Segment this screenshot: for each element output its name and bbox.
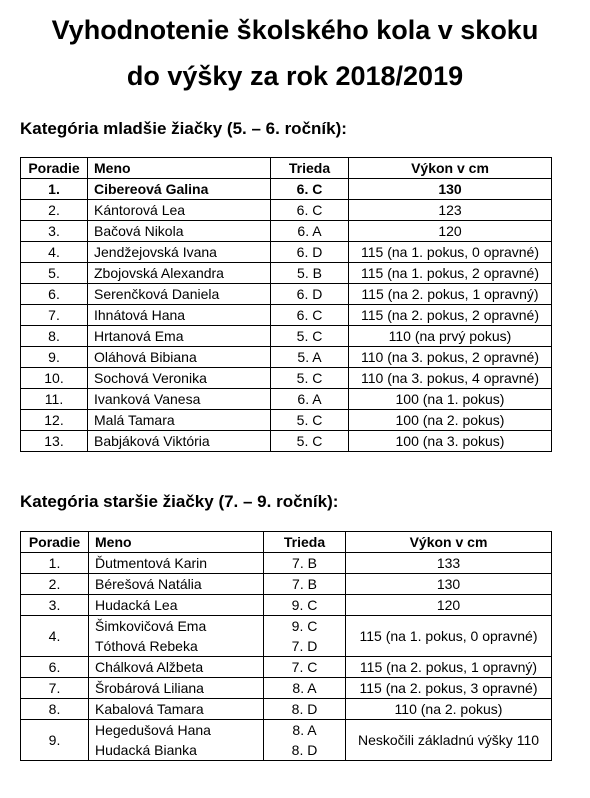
athlete-class: 9. C xyxy=(291,618,318,634)
class-cell: 5. C xyxy=(271,431,349,452)
table-row xyxy=(21,595,552,616)
column-header-class: Trieda xyxy=(264,532,346,553)
athlete-name: Bérešová Natália xyxy=(95,576,202,592)
table-row xyxy=(21,699,552,720)
athlete-name: Hegedušová Hana xyxy=(95,722,211,738)
athlete-name: Ďutmentová Karin xyxy=(95,555,208,571)
table-row xyxy=(21,347,552,368)
class-cell xyxy=(264,720,346,761)
name-cell: Serenčková Daniela xyxy=(88,284,271,305)
athlete-class: 8. D xyxy=(291,701,318,717)
table-row xyxy=(21,242,552,263)
result-cell: 130 xyxy=(346,574,552,595)
rank-cell: 9. xyxy=(21,720,89,761)
result-cell: 123 xyxy=(349,200,552,221)
result-cell: 120 xyxy=(346,595,552,616)
table-row xyxy=(21,616,552,657)
table-row xyxy=(21,263,552,284)
name-cell xyxy=(89,595,264,616)
athlete-name: Chálková Alžbeta xyxy=(95,659,204,675)
rank-cell: 3. xyxy=(21,595,89,616)
result-cell: 115 (na 2. pokus, 1 opravný) xyxy=(346,657,552,678)
class-cell: 6. D xyxy=(271,284,349,305)
rank-cell: 10. xyxy=(21,368,88,389)
result-cell: 115 (na 1. pokus, 0 opravné) xyxy=(346,616,552,657)
athlete-class: 7. B xyxy=(292,576,317,592)
column-header-rank: Poradie xyxy=(21,532,89,553)
athlete-class: 8. D xyxy=(291,742,318,758)
class-cell: 6. C xyxy=(271,200,349,221)
junior-table-body xyxy=(21,179,552,452)
result-cell: 115 (na 1. pokus, 2 opravné) xyxy=(349,263,552,284)
table-row xyxy=(21,678,552,699)
rank-cell: 4. xyxy=(21,242,88,263)
result-cell: 115 (na 2. pokus, 3 opravné) xyxy=(346,678,552,699)
class-cell xyxy=(264,553,346,574)
class-cell: 5. C xyxy=(271,410,349,431)
table-row xyxy=(21,410,552,431)
rank-cell: 12. xyxy=(21,410,88,431)
class-cell xyxy=(264,678,346,699)
class-cell: 5. A xyxy=(271,347,349,368)
name-cell: Bačová Nikola xyxy=(88,221,271,242)
athlete-class: 7. B xyxy=(292,555,317,571)
name-cell: Zbojovská Alexandra xyxy=(88,263,271,284)
rank-cell: 1. xyxy=(21,179,88,200)
junior-results-table xyxy=(20,157,552,452)
class-cell: 6. A xyxy=(271,389,349,410)
rank-cell: 2. xyxy=(21,574,89,595)
result-cell: Neskočili základnú výšky 110 xyxy=(346,720,552,761)
rank-cell: 13. xyxy=(21,431,88,452)
rank-cell: 11. xyxy=(21,389,88,410)
name-cell: Babjáková Viktória xyxy=(88,431,271,452)
table-row xyxy=(21,200,552,221)
table-row xyxy=(21,553,552,574)
athlete-name: Tóthová Rebeka xyxy=(95,638,198,654)
table-row xyxy=(21,389,552,410)
result-cell: 100 (na 3. pokus) xyxy=(349,431,552,452)
result-cell: 115 (na 2. pokus, 2 opravné) xyxy=(349,305,552,326)
page-subtitle: do výšky za rok 2018/2019 xyxy=(126,61,464,91)
class-cell: 6. C xyxy=(271,179,349,200)
athlete-class: 8. A xyxy=(292,680,317,696)
athlete-name: Hudacká Lea xyxy=(95,597,178,613)
table-header-row xyxy=(21,532,552,553)
rank-cell: 8. xyxy=(21,699,89,720)
table-row xyxy=(21,284,552,305)
result-cell: 110 (na 2. pokus) xyxy=(346,699,552,720)
athlete-name: Šrobárová Liliana xyxy=(95,680,204,696)
name-cell xyxy=(89,616,264,657)
table-row xyxy=(21,221,552,242)
column-header-rank: Poradie xyxy=(21,158,88,179)
class-cell: 6. D xyxy=(271,242,349,263)
result-cell: 110 (na 3. pokus, 4 opravné) xyxy=(349,368,552,389)
rank-cell: 1. xyxy=(21,553,89,574)
class-cell xyxy=(264,595,346,616)
name-cell xyxy=(89,699,264,720)
rank-cell: 5. xyxy=(21,263,88,284)
result-cell: 130 xyxy=(349,179,552,200)
rank-cell: 3. xyxy=(21,221,88,242)
name-cell: Oláhová Bibiana xyxy=(88,347,271,368)
name-cell xyxy=(89,657,264,678)
name-cell xyxy=(89,574,264,595)
rank-cell: 9. xyxy=(21,347,88,368)
column-header-class: Trieda xyxy=(271,158,349,179)
athlete-name: Hudacká Bianka xyxy=(95,742,197,758)
name-cell xyxy=(89,678,264,699)
name-cell: Jendžejovská Ivana xyxy=(88,242,271,263)
name-cell: Ivanková Vanesa xyxy=(88,389,271,410)
table-row xyxy=(21,305,552,326)
rank-cell: 7. xyxy=(21,305,88,326)
result-cell: 110 (na 3. pokus, 2 opravné) xyxy=(349,347,552,368)
athlete-name: Šimkovičová Ema xyxy=(95,618,207,634)
result-cell: 115 (na 2. pokus, 1 opravný) xyxy=(349,284,552,305)
table-header-row xyxy=(21,158,552,179)
table-row xyxy=(21,326,552,347)
rank-cell: 2. xyxy=(21,200,88,221)
name-cell xyxy=(89,720,264,761)
class-cell: 5. C xyxy=(271,326,349,347)
athlete-name: Kabalová Tamara xyxy=(95,701,204,717)
athlete-class: 7. D xyxy=(291,638,318,654)
class-cell xyxy=(264,657,346,678)
table-row xyxy=(21,574,552,595)
senior-results-table xyxy=(20,531,552,761)
senior-table-body xyxy=(21,553,552,761)
result-cell: 115 (na 1. pokus, 0 opravné) xyxy=(349,242,552,263)
senior-category-heading: Kategória staršie žiačky (7. – 9. ročník): xyxy=(20,492,339,511)
class-cell: 5. B xyxy=(271,263,349,284)
result-cell: 110 (na prvý pokus) xyxy=(349,326,552,347)
table-row xyxy=(21,431,552,452)
result-cell: 100 (na 1. pokus) xyxy=(349,389,552,410)
rank-cell: 6. xyxy=(21,284,88,305)
name-cell: Hrtanová Ema xyxy=(88,326,271,347)
name-cell: Kántorová Lea xyxy=(88,200,271,221)
name-cell: Ihnátová Hana xyxy=(88,305,271,326)
athlete-class: 7. C xyxy=(291,659,318,675)
table-row xyxy=(21,657,552,678)
result-cell: 133 xyxy=(346,553,552,574)
column-header-result: Výkon v cm xyxy=(349,158,552,179)
rank-cell: 4. xyxy=(21,616,89,657)
result-cell: 120 xyxy=(349,221,552,242)
class-cell xyxy=(264,699,346,720)
class-cell: 6. C xyxy=(271,305,349,326)
class-cell: 6. A xyxy=(271,221,349,242)
class-cell: 5. C xyxy=(271,368,349,389)
table-row xyxy=(21,720,552,761)
name-cell xyxy=(89,553,264,574)
result-cell: 100 (na 2. pokus) xyxy=(349,410,552,431)
name-cell: Cibereová Galina xyxy=(88,179,271,200)
junior-category-heading: Kategória mladšie žiačky (5. – 6. ročník): xyxy=(20,119,347,138)
rank-cell: 6. xyxy=(21,657,89,678)
name-cell: Sochová Veronika xyxy=(88,368,271,389)
athlete-class: 9. C xyxy=(291,597,318,613)
rank-cell: 8. xyxy=(21,326,88,347)
column-header-name: Meno xyxy=(89,532,264,553)
class-cell xyxy=(264,574,346,595)
class-cell xyxy=(264,616,346,657)
table-row xyxy=(21,368,552,389)
page-title: Vyhodnotenie školského kola v skoku xyxy=(51,15,539,45)
athlete-class: 8. A xyxy=(292,722,317,738)
table-row xyxy=(21,179,552,200)
column-header-name: Meno xyxy=(88,158,271,179)
name-cell: Malá Tamara xyxy=(88,410,271,431)
rank-cell: 7. xyxy=(21,678,89,699)
column-header-result: Výkon v cm xyxy=(346,532,552,553)
